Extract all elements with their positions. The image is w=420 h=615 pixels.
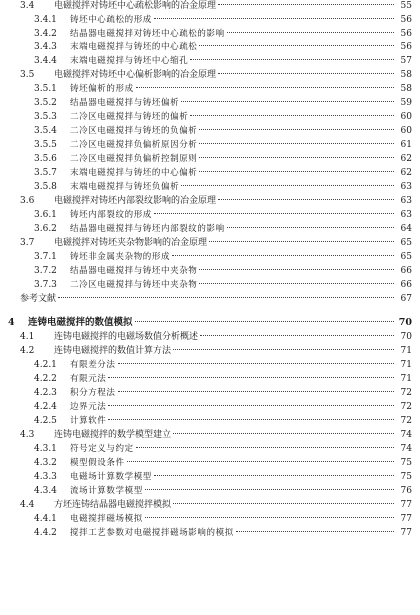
toc-entry[interactable]: [0, 139, 420, 151]
toc-entry[interactable]: [0, 0, 420, 12]
toc-entry[interactable]: [0, 167, 420, 179]
toc-entry-page: 58: [400, 84, 412, 94]
dot-leader: [181, 185, 394, 186]
toc-entry-number: 3.4.4: [34, 56, 57, 66]
toc-entry[interactable]: [0, 415, 420, 427]
toc-entry-page: 63: [400, 182, 412, 192]
toc-entry-number: 3.5.2: [34, 98, 57, 108]
dot-leader: [181, 101, 394, 102]
toc-entry-number: 3.7.2: [34, 266, 57, 276]
toc-entry-title: 积分方程法: [70, 388, 116, 398]
toc-entry-title: 二冷区电磁搅拌与铸坯的负偏析: [70, 126, 198, 136]
dot-leader: [199, 157, 394, 158]
toc-entry-title: 连铸电磁搅拌的电磁场数值分析概述: [54, 332, 199, 342]
toc-entry-number: 4.2.4: [34, 402, 57, 412]
toc-entry-number: 3.6: [20, 196, 35, 206]
dot-leader: [154, 18, 394, 19]
toc-entry-number: 4.4: [20, 500, 35, 510]
toc-entry-page: 63: [400, 196, 412, 206]
toc-entry-title: 有限元法: [70, 374, 107, 384]
toc-entry-page: 56: [400, 42, 412, 52]
toc-entry[interactable]: [0, 41, 420, 53]
dot-leader: [236, 531, 394, 532]
dot-leader: [199, 171, 394, 172]
toc-entry[interactable]: [0, 429, 420, 441]
toc-entry-page: 77: [400, 528, 412, 538]
toc-entry-page: 72: [400, 388, 412, 398]
toc-entry[interactable]: [0, 83, 420, 95]
toc-entry[interactable]: [0, 195, 420, 207]
toc-entry-number: 3.5.5: [34, 140, 57, 150]
toc-entry[interactable]: [0, 457, 420, 469]
dot-leader: [145, 517, 394, 518]
toc-entry-number: 3.7: [20, 238, 35, 248]
toc-entry-page: 75: [400, 472, 412, 482]
dot-leader: [154, 475, 394, 476]
toc-entry-page: 60: [400, 126, 412, 136]
toc-entry-number: 4.3.1: [34, 444, 57, 454]
toc-entry-title: 电磁搅拌对铸坯夹杂物影响的冶金原理: [54, 238, 208, 248]
toc-entry-title: 参考文献: [20, 294, 57, 304]
toc-entry-title: 末端电磁搅拌与铸坯的中心偏析: [70, 168, 198, 178]
toc-entry-title: 末端电磁搅拌与铸坯的中心疏松: [70, 42, 198, 52]
dot-leader: [218, 199, 394, 200]
toc-entry-page: 57: [400, 56, 412, 66]
toc-entry-title: 有限差分法: [70, 360, 116, 370]
toc-entry-title: 末端电磁搅拌与铸坯中心缩孔: [70, 56, 189, 66]
toc-entry-page: 70: [400, 332, 412, 342]
toc-entry[interactable]: [0, 125, 420, 137]
toc-entry-title: 电磁场计算数学模型: [70, 472, 152, 482]
toc-entry[interactable]: [0, 387, 420, 399]
toc-entry-page: 67: [400, 294, 412, 304]
toc-entry-number: 3.7.3: [34, 280, 57, 290]
toc-entry-title: 结晶器电磁搅拌与铸坯中夹杂物: [70, 266, 198, 276]
toc-entry[interactable]: [0, 111, 420, 123]
toc-entry-number: 4.4.2: [34, 528, 57, 538]
toc-entry[interactable]: [0, 401, 420, 413]
toc-entry-number: 3.5.3: [34, 112, 57, 122]
toc-entry[interactable]: [0, 499, 420, 511]
dot-leader: [200, 335, 394, 336]
toc-entry-page: 64: [400, 224, 412, 234]
dot-leader: [108, 405, 394, 406]
dot-leader: [145, 489, 394, 490]
toc-entry[interactable]: [0, 14, 420, 26]
toc-entry-page: 58: [400, 70, 412, 80]
toc-entry-title: 结晶器电磁搅拌与铸坯内部裂纹的影响: [70, 224, 225, 234]
toc-entry-title: 铸坯非金属夹杂物的形成: [70, 252, 171, 262]
toc-entry-page: 62: [400, 168, 412, 178]
toc-entry-title: 边界元法: [70, 402, 107, 412]
toc-entry-page: 72: [400, 402, 412, 412]
toc-entry-page: 71: [400, 360, 412, 370]
toc-entry-number: 4: [8, 317, 15, 328]
dot-leader: [173, 433, 394, 434]
toc-entry[interactable]: [0, 223, 420, 235]
dot-leader: [118, 391, 394, 392]
toc-entry-page: 71: [400, 374, 412, 384]
dot-leader: [209, 241, 394, 242]
toc-entry-title: 铸坯中心疏松的形成: [70, 15, 152, 25]
toc-entry-title: 电磁搅拌磁场模拟: [70, 514, 143, 524]
toc-entry-title: 模型假设条件: [70, 458, 125, 468]
dot-leader: [190, 115, 394, 116]
dot-leader: [227, 32, 394, 33]
toc-entry-page: 71: [400, 346, 412, 356]
toc-entry-title: 电磁搅拌对铸坯中心偏析影响的冶金原理: [54, 70, 217, 80]
toc-entry[interactable]: [0, 443, 420, 455]
toc-entry-title: 连铸电磁搅拌的数值计算方法: [54, 346, 172, 356]
dot-leader: [58, 297, 394, 298]
toc-entry[interactable]: [0, 331, 420, 343]
toc-entry-number: 4.2: [20, 346, 35, 356]
toc-entry-number: 3.5: [20, 70, 35, 80]
toc-entry-page: 61: [400, 140, 412, 150]
toc-entry-title: 流场计算数学模型: [70, 486, 143, 496]
toc-entry[interactable]: [0, 28, 420, 40]
toc-entry-title: 二冷区电磁搅拌负偏析控制原则: [70, 154, 198, 164]
toc-entry-page: 56: [400, 15, 412, 25]
toc-entry-number: 3.7.1: [34, 252, 57, 262]
toc-entry[interactable]: [0, 513, 420, 525]
toc-entry-title: 结晶器电磁搅拌与铸坯偏析: [70, 98, 180, 108]
dot-leader: [199, 45, 394, 46]
toc-entry[interactable]: [0, 237, 420, 249]
dot-leader: [218, 4, 394, 5]
toc-entry-number: 3.5.1: [34, 84, 57, 94]
toc-entry[interactable]: [0, 265, 420, 277]
toc-entry[interactable]: [0, 55, 420, 67]
dot-leader: [136, 87, 394, 88]
dot-leader: [227, 227, 394, 228]
dot-leader: [172, 255, 394, 256]
toc-entry-title: 计算软件: [70, 416, 107, 426]
toc-entry-page: 77: [400, 514, 412, 524]
toc-entry-title: 电磁搅拌对铸坯中心疏松影响的冶金原理: [54, 1, 217, 11]
toc-entry-title: 结晶器电磁搅拌对铸坯中心疏松的影响: [70, 28, 225, 39]
toc-entry-number: 3.5.8: [34, 182, 57, 192]
toc-entry-page: 59: [400, 98, 412, 108]
dot-leader: [136, 447, 394, 448]
dot-leader: [173, 503, 394, 504]
toc-entry-number: 3.5.6: [34, 154, 57, 164]
toc-entry[interactable]: [0, 279, 420, 291]
toc-entry-page: 70: [398, 317, 412, 328]
toc-entry-page: 62: [400, 154, 412, 164]
toc-entry[interactable]: [0, 97, 420, 109]
dot-leader: [118, 363, 394, 364]
toc-entry-page: 76: [400, 486, 412, 496]
toc-entry-number: 3.5.4: [34, 126, 57, 136]
toc-entry[interactable]: [0, 317, 420, 329]
toc-entry[interactable]: [0, 345, 420, 357]
dot-leader: [108, 377, 394, 378]
toc-entry-title: 二冷区电磁搅拌与铸坯中夹杂物: [70, 280, 198, 290]
toc-entry-page: 66: [400, 266, 412, 276]
toc-entry[interactable]: [0, 359, 420, 371]
toc-entry-number: 4.2.1: [34, 360, 57, 370]
toc-entry[interactable]: [0, 527, 420, 539]
toc-entry-page: 60: [400, 112, 412, 122]
toc-entry-page: 65: [400, 238, 412, 248]
toc-entry-title: 符号定义与约定: [70, 444, 134, 454]
toc-entry-page: 75: [400, 458, 412, 468]
dot-leader: [218, 73, 394, 74]
toc-entry[interactable]: [0, 471, 420, 483]
toc-entry-number: 3.4.1: [34, 15, 57, 25]
dot-leader: [127, 461, 394, 462]
toc-entry-page: 56: [400, 28, 412, 39]
toc-entry-title: 连铸电磁搅拌的数学模型建立: [54, 430, 172, 440]
toc-entry[interactable]: [0, 485, 420, 497]
toc-entry-number: 4.4.1: [34, 514, 57, 524]
toc-entry-page: 77: [400, 500, 412, 510]
toc-entry-number: 3.4: [20, 1, 35, 11]
dot-leader: [199, 143, 394, 144]
toc-entry-number: 4.1: [20, 332, 35, 342]
dot-leader: [199, 129, 394, 130]
toc-entry-number: 4.2.2: [34, 374, 57, 384]
toc-entry-number: 4.2.3: [34, 388, 57, 398]
toc-entry-number: 3.6.1: [34, 210, 57, 220]
toc-entry[interactable]: [0, 373, 420, 385]
toc-entry-page: 74: [400, 444, 412, 454]
toc-entry-title: 搅拌工艺参数对电磁搅拌磁场影响的模拟: [70, 528, 234, 538]
toc-entry[interactable]: [0, 69, 420, 81]
toc-entry-page: 65: [400, 252, 412, 262]
toc-entry-title: 铸坯偏析的形成: [70, 84, 134, 94]
toc-entry-number: 3.6.2: [34, 224, 57, 234]
toc-entry-number: 4.3.4: [34, 486, 57, 496]
toc-entry-title: 二冷区电磁搅拌负偏析原因分析: [70, 140, 198, 150]
toc-entry[interactable]: [0, 293, 420, 305]
toc-entry-number: 4.2.5: [34, 416, 57, 426]
toc-entry-title: 电磁搅拌对铸坯内部裂纹影响的冶金原理: [54, 196, 217, 206]
toc-entry-title: 铸坯内部裂纹的形成: [70, 210, 152, 220]
toc-entry-number: 3.5.7: [34, 168, 57, 178]
dot-leader: [108, 419, 394, 420]
toc-entry-number: 4.3.3: [34, 472, 57, 482]
toc-entry[interactable]: [0, 181, 420, 193]
toc-entry-number: 3.4.2: [34, 28, 57, 39]
toc-entry[interactable]: [0, 153, 420, 165]
toc-entry[interactable]: [0, 251, 420, 263]
dot-leader: [154, 213, 394, 214]
dot-leader: [135, 321, 394, 322]
toc-entry-number: 4.3: [20, 430, 35, 440]
toc-entry-page: 74: [400, 430, 412, 440]
toc-entry-page: 66: [400, 280, 412, 290]
toc-entry-title: 二冷区电磁搅拌与铸坯的偏析: [70, 112, 189, 122]
dot-leader: [199, 269, 394, 270]
toc-entry-title: 末端电磁搅拌与铸坯负偏析: [70, 182, 180, 192]
dot-leader: [199, 283, 394, 284]
toc-entry[interactable]: [0, 209, 420, 221]
toc-entry-page: 55: [400, 1, 412, 11]
toc-entry-title: 方坯连铸结晶器电磁搅拌模拟: [54, 500, 172, 510]
toc-entry-page: 72: [400, 416, 412, 426]
toc-entry-title: 连铸电磁搅拌的数值模拟: [28, 317, 133, 328]
dot-leader: [190, 59, 394, 60]
toc-entry-number: 3.4.3: [34, 42, 57, 52]
toc-entry-number: 4.3.2: [34, 458, 57, 468]
dot-leader: [173, 349, 394, 350]
toc-entry-page: 63: [400, 210, 412, 220]
